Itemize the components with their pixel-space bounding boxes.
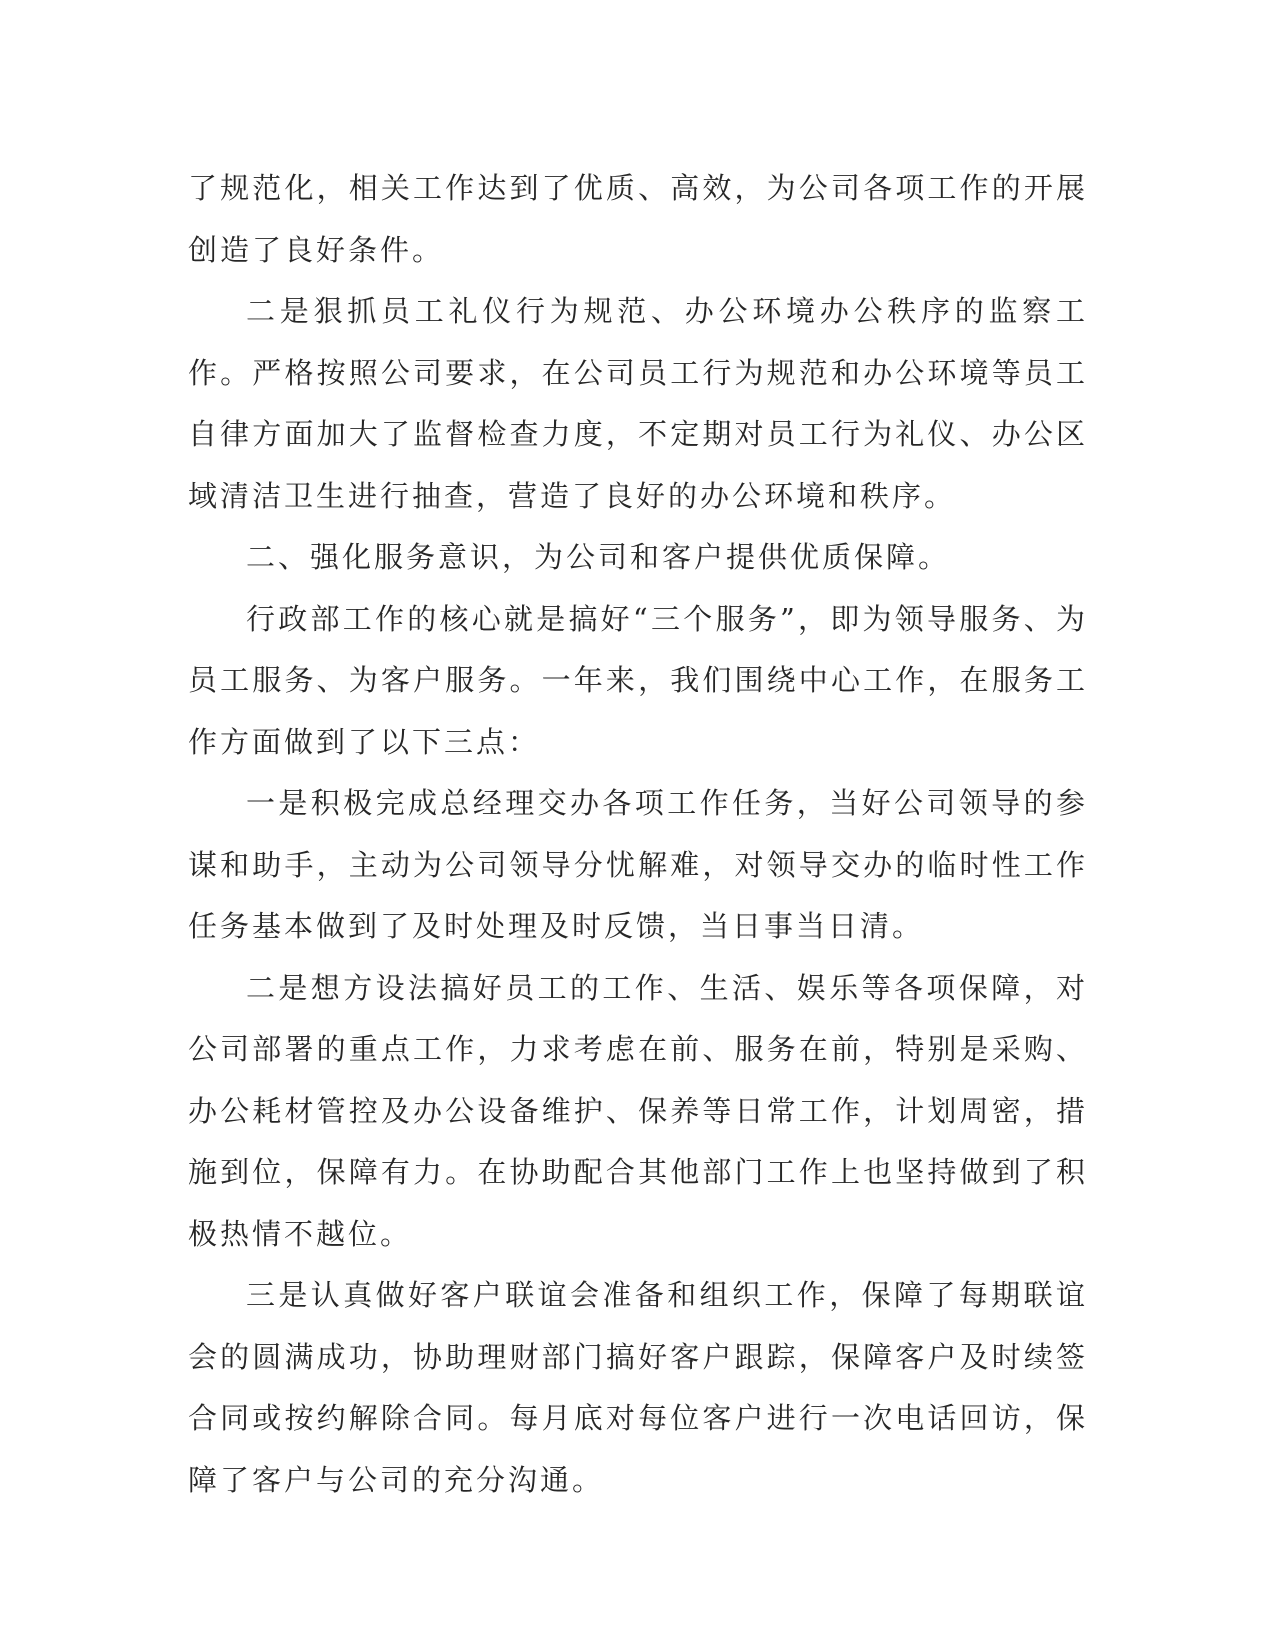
- paragraph-point-three: 三是认真做好客户联谊会准备和组织工作，保障了每期联谊会的圆满成功，协助理财部门搞好客户跟踪，保障客户及时续签合同或按约解除合同。每月底对每位客户进行一次电话回访，保障了客户与公司的充分沟通。: [188, 1278, 1088, 1497]
- paragraph-three-services: 行政部工作的核心就是搞好“三个服务”，即为领导服务、为员工服务、为客户服务。一年来，我们围绕中心工作，在服务工作方面做到了以下三点：: [188, 601, 1088, 759]
- paragraph-point-one: 一是积极完成总经理交办各项工作任务，当好公司领导的参谋和助手，主动为公司领导分忧解难，对领导交办的临时性工作任务基本做到了及时处理及时反馈，当日事当日清。: [188, 786, 1088, 943]
- paragraph-continuation: 了规范化，相关工作达到了优质、高效，为公司各项工作的开展创造了良好条件。: [188, 171, 1088, 267]
- paragraph-etiquette-supervision: 二是狠抓员工礼仪行为规范、办公环境办公秩序的监察工作。严格按照公司要求，在公司员工行为规范和办公环境等员工自律方面加大了监督检查力度，不定期对员工行为礼仪、办公区域清洁卫生进行抽查，营造了良好的办公环境和秩序。: [188, 294, 1088, 513]
- section-heading-service-awareness: 二、强化服务意识，为公司和客户提供优质保障。: [246, 540, 951, 574]
- document-body: [188, 158, 1088, 1511]
- paragraph-point-two: 二是想方设法搞好员工的工作、生活、娱乐等各项保障，对公司部署的重点工作，力求考虑在前、服务在前，特别是采购、办公耗材管控及办公设备维护、保养等日常工作，计划周密，措施到位，保障有力。在协助配合其他部门工作上也坚持做到了积极热情不越位。: [188, 970, 1088, 1251]
